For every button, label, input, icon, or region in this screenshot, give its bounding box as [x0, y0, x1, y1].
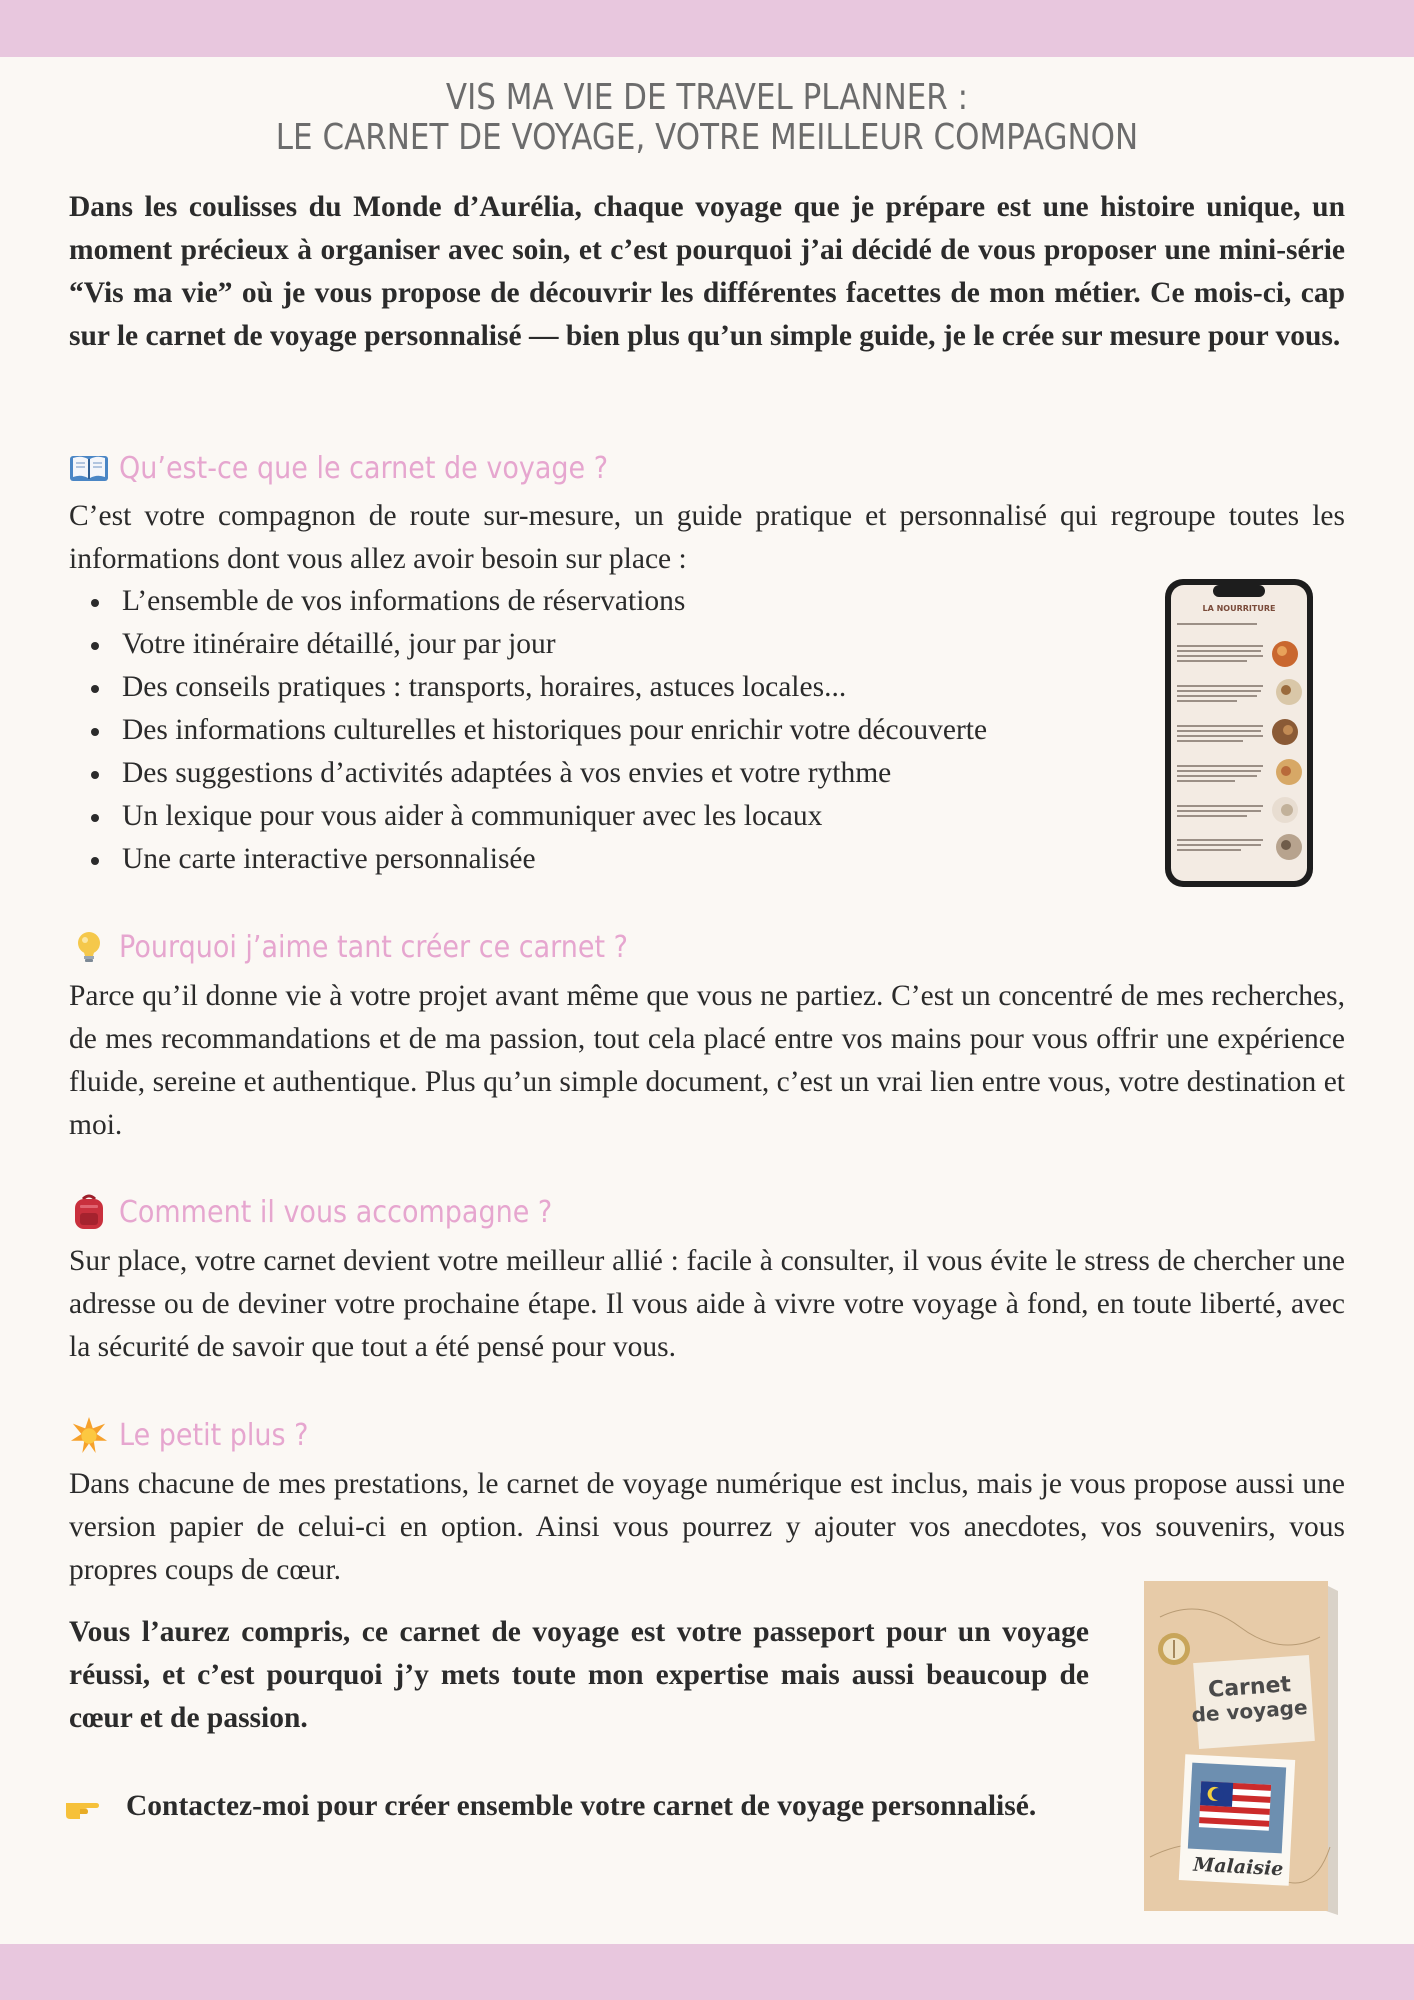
book-title-line-1: Carnet [1207, 1672, 1292, 1703]
section-heading-plus-text: Le petit plus ? [119, 1417, 309, 1453]
list-item: Des suggestions d’activités adaptées à vos envies et votre rythme [69, 752, 987, 795]
feature-list [69, 580, 987, 881]
bottom-band [0, 1944, 1414, 2000]
book-mockup-image [1140, 1577, 1340, 1919]
lightbulb-icon [69, 929, 109, 965]
page-title-line-1: VIS MA VIE DE TRAVEL PLANNER : [445, 77, 969, 118]
section-body-how: Sur place, votre carnet devient votre meilleur allié : facile à consulter, il vous évite le stress de chercher une adresse ou de deviner votre prochaine étape. Il vous aide à vivre votre voyage à fond, en toute liberté, avec la sécurité de savoir que tout a été pensé pour vous. [69, 1245, 1345, 1363]
list-item: Une carte interactive personnalisée [69, 838, 987, 881]
section-body-plus: Dans chacune de mes prestations, le carnet de voyage numérique est inclus, mais je vous propose aussi une version papier de celui-ci en option. Ainsi vous pourrez y ajouter vos anecdotes, vos souvenirs, vous propres coups de cœur. [69, 1468, 1345, 1586]
list-item: Un lexique pour vous aider à communiquer avec les locaux [69, 795, 987, 838]
phone-screen-title: LA NOURRITURE [1202, 604, 1276, 613]
section-heading-why-text: Pourquoi j’aime tant créer ce carnet ? [119, 929, 629, 965]
section-body-what: C’est votre compagnon de route sur-mesure, un guide pratique et personnalisé qui regroupe toutes les informations dont vous allez avoir besoin sur place : [69, 500, 1345, 575]
section-heading-why [69, 925, 685, 969]
section-body-why: Parce qu’il donne vie à votre projet avant même que vous ne partiez. C’est un concentré de mes recherches, de mes recommandations et de ma passion, tout cela placé entre vos mains pour vous offrir une expérience fluide, sereine et authentique. Plus qu’un simple document, c’est un vrai lien entre vous, votre destination et moi. [69, 980, 1345, 1141]
book-icon [69, 453, 109, 483]
book-destination: Malaisie [1192, 1853, 1284, 1881]
section-heading-plus [69, 1413, 330, 1457]
list-item: Des conseils pratiques : transports, horaires, astuces locales... [69, 666, 987, 709]
book-title-line-2: de voyage [1190, 1694, 1309, 1728]
list-item: L’ensemble de vos informations de réservations [69, 580, 987, 623]
contact-cta [64, 1785, 1089, 1828]
section-heading-how [69, 1190, 600, 1234]
phone-mockup-image [1163, 577, 1315, 889]
section-heading-how-text: Comment il vous accompagne ? [119, 1194, 553, 1230]
top-band [0, 0, 1414, 57]
pointing-hand-icon [64, 1793, 100, 1823]
contact-cta-text: Contactez-moi pour créer ensemble votre carnet de voyage personnalisé. [126, 1790, 1037, 1822]
backpack-icon [69, 1193, 109, 1231]
page-title-line-2: LE CARNET DE VOYAGE, VOTRE MEILLEUR COMPAGNON [275, 117, 1139, 158]
list-item: Votre itinéraire détaillé, jour par jour [69, 623, 987, 666]
intro-paragraph: Dans les coulisses du Monde d’Aurélia, chaque voyage que je prépare est une histoire unique, un moment précieux à organiser avec soin, et c’est pourquoi j’ai décidé de vous proposer une mini-série “Vis ma vie” où je vous propose de découvrir les différentes facettes de mon métier. Ce mois-ci, cap sur le carnet de voyage personnalisé — bien plus qu’un simple guide, je le crée sur mesure pour vous. [69, 191, 1345, 352]
conclusion-paragraph: Vous l’aurez compris, ce carnet de voyage est votre passeport pour un voyage réussi, et c’est pourquoi j’y mets toute mon expertise mais aussi beaucoup de cœur et de passion. [69, 1616, 1089, 1734]
list-item: Des informations culturelles et historiques pour enrichir votre découverte [69, 709, 987, 752]
section-heading-what-text: Qu’est-ce que le carnet de voyage ? [119, 450, 609, 486]
star-icon [69, 1416, 109, 1454]
section-heading-what [69, 446, 662, 490]
